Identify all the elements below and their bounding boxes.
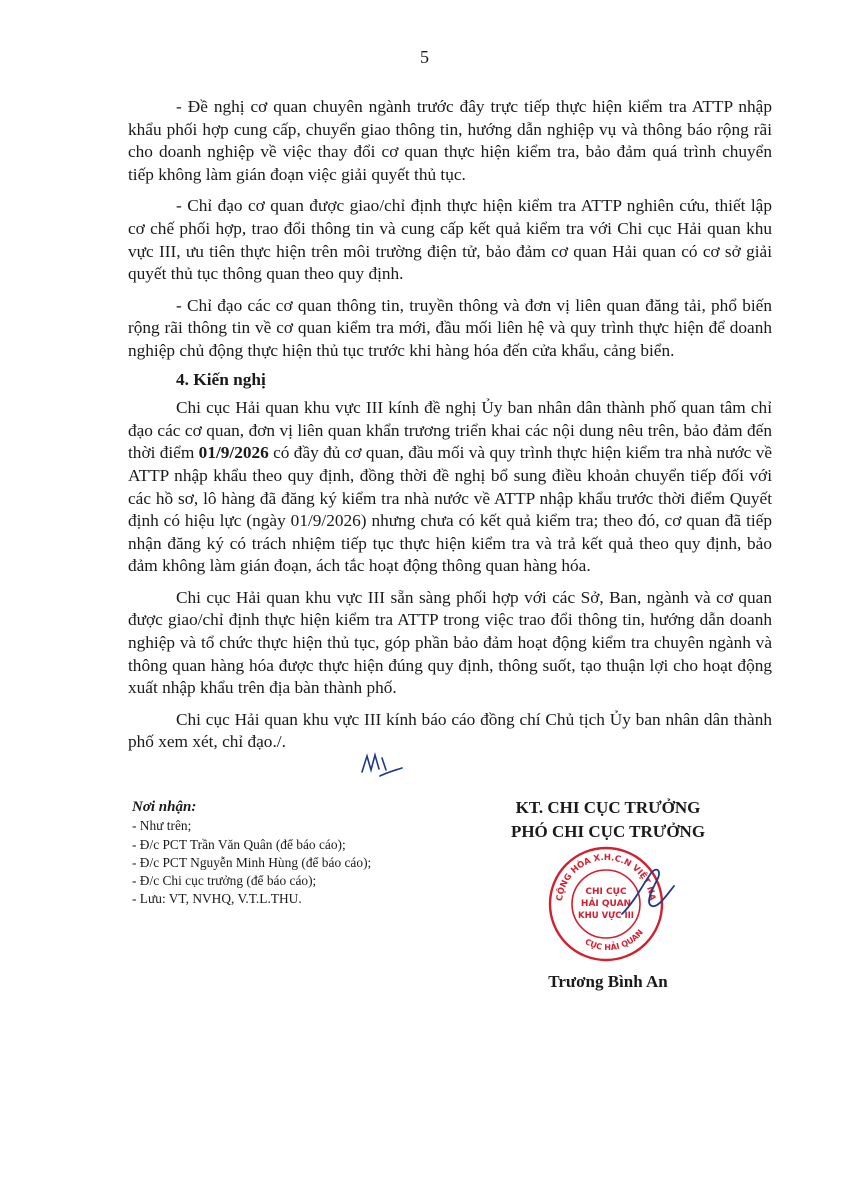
- signature-block: [470, 796, 746, 844]
- seal-bottom-text: CỤC HẢI QUAN: [583, 927, 645, 953]
- recipients-block: [132, 798, 462, 909]
- seal-center-line: CHI CỤC: [585, 887, 627, 897]
- recommendation-text-end: có đầy đủ cơ quan, đầu mối và quy trình thực hiện kiểm tra nhà nước về ATTP nhập khẩu theo quy định, đồng thời đề nghị bổ sung điều khoản chuyển tiếp đối với các hồ sơ, lô hàng đã đăng ký kiểm tra nhà nước về ATTP nhập khẩu trước thời điểm Quyết định có hiệu lực (ngày 01/9/2026) nhưng chưa có kết quả kiểm tra; theo đó, cơ quan đã tiếp nhận đăng ký có trách nhiệm tiếp tục thực hiện kiểm tra và trả kết quả theo quy định, bảo đảm không làm gián đoạn, ách tắc hoạt động thông quan hàng hóa.: [128, 443, 772, 576]
- recipient-item: - Như trên;: [132, 818, 192, 834]
- red-seal-icon: [540, 842, 680, 966]
- paragraph-coordination: - Chỉ đạo cơ quan được giao/chỉ định thực hiện kiểm tra ATTP nghiên cứu, thiết lập cơ chế phối hợp, trao đổi thông tin và cung cấp kết quả kiểm tra với Chi cục Hải quan khu vực III, ưu tiên thực hiện trên môi trường điện tử, bảo đảm cơ quan Hải quan có cơ sở giải quyết thủ tục thông quan theo quy định.: [128, 196, 772, 284]
- deadline-date: 01/9/2026: [198, 443, 269, 463]
- recipient-item: - Đ/c PCT Trần Văn Quân (để báo cáo);: [132, 836, 346, 852]
- recommendation-text-start: Chi cục Hải quan khu vực III kính đề nghị Ủy ban nhân dân thành phố quan tâm chỉ đạo các cơ quan, đơn vị liên quan khẩn trương triển khai các nội dung nêu trên, bảo đảm đến thời điểm: [128, 398, 772, 463]
- signature-title-line1: KT. CHI CỤC TRƯỞNG: [515, 798, 701, 817]
- paragraph-recommendation: [128, 397, 772, 578]
- document-body: [128, 96, 772, 763]
- page-number: 5: [420, 47, 429, 67]
- seal-center-line: HẢI QUAN: [580, 899, 632, 909]
- paragraph-transition-info: - Đề nghị cơ quan chuyên ngành trước đây trực tiếp thực hiện kiểm tra ATTP nhập khẩu phối hợp cung cấp, chuyển giao thông tin, hướng dẫn nghiệp vụ và thông báo rộng rãi cho doanh nghiệp về việc thay đổi cơ quan thực hiện kiểm tra, bảo đảm quá trình chuyển tiếp không làm gián đoạn việc giải quyết thủ tục.: [128, 97, 772, 184]
- svg-text:CỤC HẢI QUAN: [583, 928, 645, 952]
- closing-text: Chi cục Hải quan khu vực III kính báo cáo đồng chí Chủ tịch Ủy ban nhân dân thành phố xem xét, chỉ đạo./.: [128, 709, 772, 752]
- paragraph-publicity: - Chỉ đạo các cơ quan thông tin, truyền thông và đơn vị liên quan đăng tải, phổ biến rộng rãi thông tin về cơ quan kiểm tra mới, đầu mối liên hệ và quy trình thực hiện để doanh nghiệp chủ động thực hiện thủ tục trước khi hàng hóa đến cửa khẩu, cảng biển.: [128, 295, 772, 360]
- recipients-title: Nơi nhận:: [132, 799, 197, 815]
- seal-outer-text: CỘNG HÒA X.H.C.N VIỆT NA: [555, 852, 657, 902]
- paragraph-closing: [128, 709, 772, 754]
- section-heading-recommendations: 4. Kiến nghị: [176, 369, 266, 389]
- official-seal: [540, 842, 680, 966]
- handwritten-initial-icon: [358, 750, 404, 780]
- recipient-item: - Đ/c PCT Nguyễn Minh Hùng (để báo cáo);: [132, 854, 372, 870]
- signature-title-line2: PHÓ CHI CỤC TRƯỞNG: [510, 822, 706, 841]
- recipient-item: - Đ/c Chi cục trưởng (để báo cáo);: [132, 873, 317, 889]
- paragraph-readiness: Chi cục Hải quan khu vực III sẵn sàng phối hợp với các Sở, Ban, ngành và cơ quan được giao/chỉ định thực hiện kiểm tra ATTP trong việc trao đổi thông tin, hướng dẫn doanh nghiệp và tổ chức thực hiện thủ tục, góp phần bảo đảm hoạt động kiểm tra chuyên ngành và thông quan hàng hóa được thực hiện đúng quy định, thông suốt, tạo thuận lợi cho hoạt động xuất nhập khẩu trên địa bàn thành phố.: [128, 587, 772, 698]
- seal-center-line: KHU VỰC III: [578, 911, 634, 921]
- signer-name: Trương Bình An: [548, 972, 668, 991]
- recipient-item: - Lưu: VT, NVHQ, V.T.L.THU.: [132, 891, 302, 907]
